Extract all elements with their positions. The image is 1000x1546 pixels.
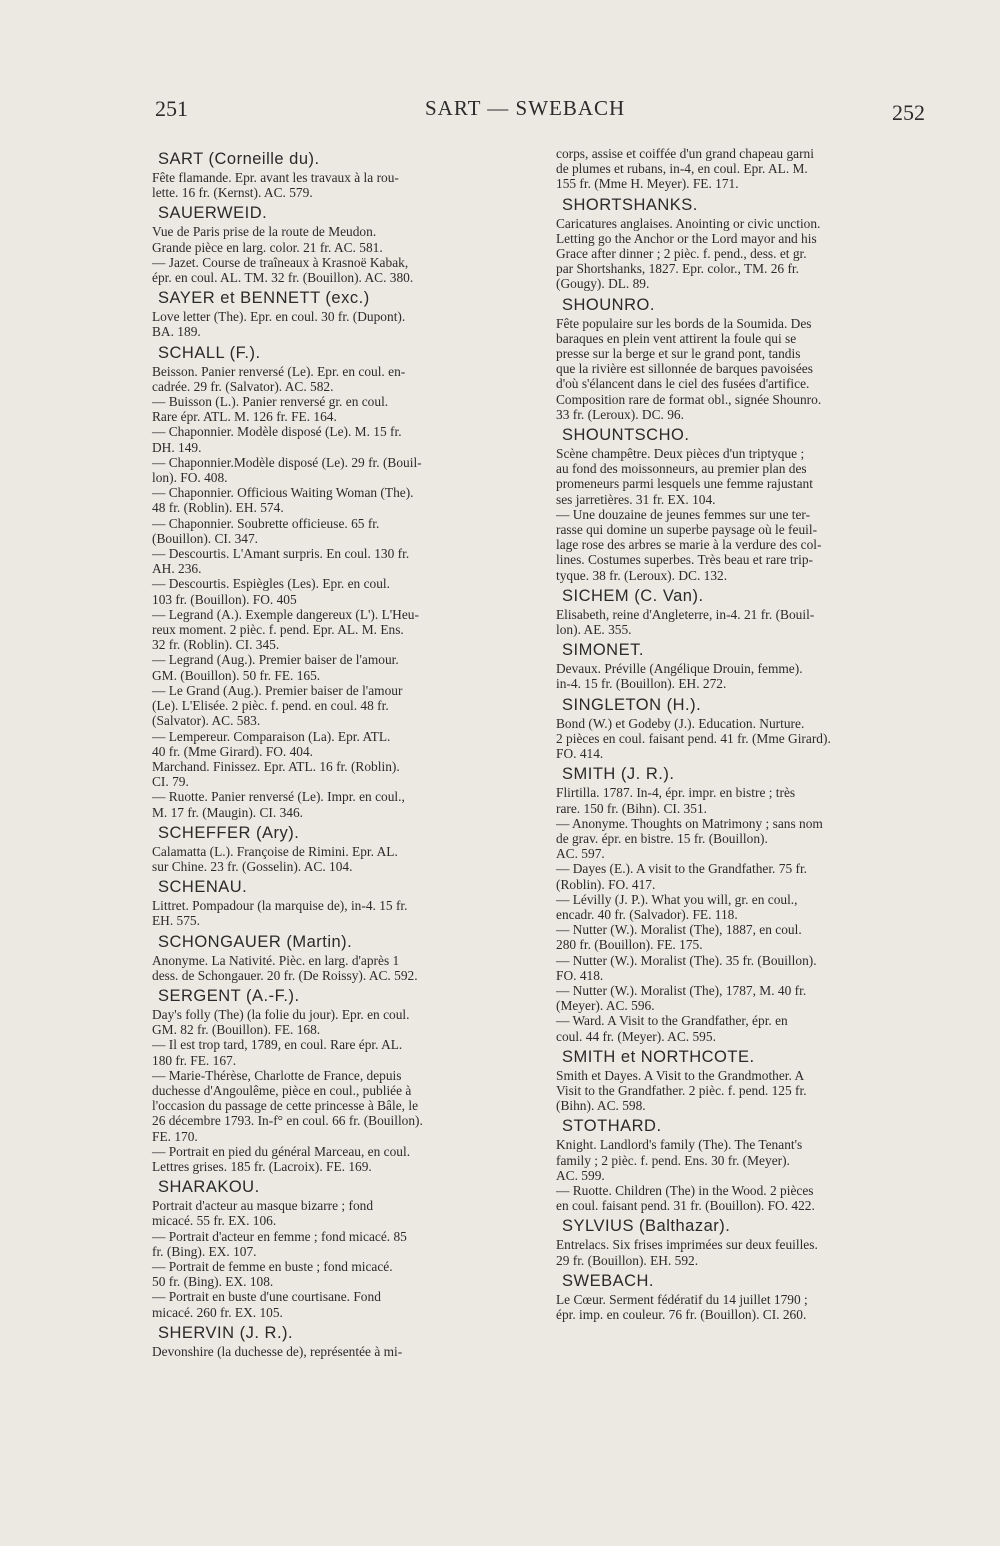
catalog-entry	[556, 196, 932, 292]
entry-line: Love letter (The). Epr. en coul. 30 fr. (Dupont).	[152, 309, 406, 325]
entry-line: épr. en coul. AL. TM. 32 fr. (Bouillon). AC. 380.	[152, 270, 414, 286]
catalog-entry	[556, 1117, 932, 1213]
entry-line: Grande pièce en larg. color. 21 fr. AC. 581.	[152, 239, 383, 255]
entry-line: 32 fr. (Roblin). CI. 345.	[152, 637, 280, 653]
entry-line: — Nutter (W.). Moralist (The), 1787, M. 40 fr.	[556, 982, 807, 998]
entry-line: FO. 414.	[556, 746, 604, 762]
entry-line: Marchand. Finissez. Epr. ATL. 16 fr. (Roblin).	[152, 758, 400, 774]
artist-heading: SHERVIN (J. R.).	[158, 1323, 294, 1342]
entry-line: micacé. 260 fr. EX. 105.	[152, 1304, 283, 1320]
entry-line: 50 fr. (Bing). EX. 108.	[152, 1274, 274, 1290]
artist-heading: SAUERWEID.	[158, 204, 268, 223]
entry-line: — Lévilly (J. P.). What you will, gr. en coul.,	[556, 891, 798, 907]
artist-heading: SCHALL (F.).	[158, 343, 261, 362]
artist-heading: SCHONGAUER (Martin).	[158, 932, 353, 951]
entry-line: M. 17 fr. (Maugin). CI. 346.	[152, 804, 304, 820]
entry-line: Elisabeth, reine d'Angleterre, in-4. 21 fr. (Bouil-	[556, 606, 815, 622]
entry-line: Devaux. Préville (Angélique Drouin, femme).	[556, 661, 803, 677]
entry-line: 40 fr. (Mme Girard). FO. 404.	[152, 743, 314, 759]
entry-line: Knight. Landlord's family (The). The Tenant's	[556, 1137, 803, 1153]
entry-line: 155 fr. (Mme H. Meyer). FE. 171.	[556, 176, 739, 192]
entry-line: reux moment. 2 pièc. f. pend. Epr. AL. M. Ens.	[152, 622, 404, 638]
artist-heading: SYLVIUS (Balthazar).	[562, 1217, 731, 1236]
catalog-entry	[152, 824, 528, 874]
artist-heading: SHORTSHANKS.	[562, 195, 698, 214]
entry-line: 48 fr. (Roblin). EH. 574.	[152, 500, 284, 516]
artist-heading: SHOUNTSCHO.	[562, 426, 690, 445]
entry-line: ses jarretières. 31 fr. EX. 104.	[556, 491, 716, 507]
entry-line: Beisson. Panier renversé (Le). Epr. en coul. en-	[152, 363, 406, 379]
entry-line: Entrelacs. Six frises imprimées sur deux feuilles.	[556, 1237, 818, 1253]
artist-heading: SAYER et BENNETT (exc.)	[158, 289, 370, 308]
entry-line: — Portrait de femme en buste ; fond micacé.	[152, 1258, 393, 1274]
catalog-entry	[152, 150, 528, 200]
entry-line: en coul. faisant pend. 31 fr. (Bouillon). FO. 422.	[556, 1198, 815, 1214]
entry-line: FE. 170.	[152, 1128, 198, 1144]
left-column	[152, 146, 528, 1362]
entry-line: — Le Grand (Aug.). Premier baiser de l'amour	[152, 682, 403, 698]
catalog-entry	[152, 987, 528, 1174]
catalog-entry	[556, 696, 932, 762]
entry-line: au fond des moissonneurs, au premier plan des	[556, 461, 807, 477]
catalog-entry	[152, 289, 528, 339]
entry-line: promeneurs parmi lesquels une femme rajustant	[556, 476, 813, 492]
entry-line: l'occasion du passage de cette princesse à Bâle, le	[152, 1098, 419, 1114]
entry-line: duchesse d'Angoulême, pièce en coul., publiée à	[152, 1082, 412, 1098]
entry-line: — Ward. A Visit to the Grandfather, épr. en	[556, 1013, 788, 1029]
artist-heading: SWEBACH.	[562, 1271, 655, 1290]
entry-line: 33 fr. (Leroux). DC. 96.	[556, 406, 684, 422]
artist-heading: SHARAKOU.	[158, 1178, 260, 1197]
entry-line: 280 fr. (Bouillon). FE. 175.	[556, 937, 703, 953]
artist-heading: SMITH et NORTHCOTE.	[562, 1047, 755, 1066]
entry-line: — Buisson (L.). Panier renversé gr. en coul.	[152, 394, 389, 410]
artist-heading: SCHENAU.	[158, 878, 248, 897]
catalog-entry	[152, 1178, 528, 1320]
entry-line: dess. de Schongauer. 20 fr. (De Roissy). AC. 592.	[152, 967, 418, 983]
entry-line: — Portrait d'acteur en femme ; fond micacé. 85	[152, 1228, 407, 1244]
entry-line: micacé. 55 fr. EX. 106.	[152, 1213, 277, 1229]
catalog-entry	[556, 146, 932, 192]
catalog-entry	[556, 1048, 932, 1114]
entry-line: — Une douzaine de jeunes femmes sur une ter-	[556, 506, 811, 522]
entry-line: — Descourtis. L'Amant surpris. En coul. 130 fr.	[152, 546, 410, 562]
entry-line: par Shortshanks, 1827. Epr. color., TM. 26 fr.	[556, 261, 799, 277]
page-number-left: 251	[155, 96, 188, 121]
entry-line: Scène champêtre. Deux pièces d'un triptyque ;	[556, 446, 805, 462]
entry-line: lette. 16 fr. (Kernst). AC. 579.	[152, 185, 313, 201]
entry-line: Anonyme. La Nativité. Pièc. en larg. d'après 1	[152, 952, 400, 968]
entry-line: fr. (Bing). EX. 107.	[152, 1243, 257, 1259]
entry-line: GM. 82 fr. (Bouillon). FE. 168.	[152, 1022, 321, 1038]
catalog-entry	[556, 296, 932, 422]
artist-heading: STOTHARD.	[562, 1117, 662, 1136]
catalog-entry	[556, 1272, 932, 1322]
entry-line: — Legrand (Aug.). Premier baiser de l'amour.	[152, 652, 399, 668]
entry-line: — Descourtis. Espiègles (Les). Epr. en coul.	[152, 576, 390, 592]
catalog-entry	[556, 426, 932, 583]
artist-heading: SART (Corneille du).	[158, 150, 320, 168]
entry-line: Vue de Paris prise de la route de Meudon.	[152, 224, 377, 240]
catalog-entry	[152, 204, 528, 285]
catalog-entry	[556, 765, 932, 1043]
catalog-entry	[152, 878, 528, 928]
entry-line: — Chaponnier. Soubrette officieuse. 65 fr.	[152, 515, 380, 531]
entry-line: lon). AE. 355.	[556, 622, 632, 638]
entry-line: AC. 597.	[556, 846, 605, 862]
entry-line: CI. 79.	[152, 774, 189, 790]
entry-line: Letting go the Anchor or the Lord mayor and his	[556, 230, 817, 246]
entry-line: in-4. 15 fr. (Bouillon). EH. 272.	[556, 676, 727, 692]
entry-line: rasse qui domine un superbe paysage où le feuil-	[556, 522, 818, 538]
entry-line: Calamatta (L.). Françoise de Rimini. Epr. AL.	[152, 843, 398, 859]
entry-line: AH. 236.	[152, 561, 202, 577]
entry-line: — Il est trop tard, 1789, en coul. Rare épr. AL.	[152, 1037, 403, 1053]
entry-line: Composition rare de format obl., signée Shounro.	[556, 391, 822, 407]
entry-line: sur Chine. 23 fr. (Gosselin). AC. 104.	[152, 858, 353, 874]
entry-line: (Gougy). DL. 89.	[556, 276, 650, 292]
catalog-entry	[556, 587, 932, 637]
artist-heading: SMITH (J. R.).	[562, 765, 675, 784]
entry-line: FO. 418.	[556, 967, 604, 983]
entry-line: — Portrait en pied du général Marceau, en coul.	[152, 1143, 411, 1159]
entry-line: Devonshire (la duchesse de), représentée à mi-	[152, 1343, 403, 1359]
entry-line: Fête flamande. Epr. avant les travaux à la rou-	[152, 170, 399, 185]
entry-line: Visit to the Grandfather. 2 pièc. f. pend. 125 fr.	[556, 1082, 807, 1098]
entry-line: — Anonyme. Thoughts on Matrimony ; sans nom	[556, 815, 823, 831]
entry-line: 103 fr. (Bouillon). FO. 405	[152, 591, 297, 607]
entry-line: — Chaponnier. Modèle disposé (Le). M. 15 fr.	[152, 424, 402, 440]
entry-line: épr. imp. en couleur. 76 fr. (Bouillon). CI. 260.	[556, 1306, 807, 1322]
entry-line: — Nutter (W.). Moralist (The), 1887, en coul.	[556, 922, 802, 938]
entry-line: GM. (Bouillon). 50 fr. FE. 165.	[152, 667, 321, 683]
entry-line: (Bihn). AC. 598.	[556, 1098, 646, 1114]
catalog-entry	[152, 344, 528, 820]
entry-line: family ; 2 pièc. f. pend. Ens. 30 fr. (Meyer).	[556, 1152, 790, 1168]
entry-line: de grav. épr. en bistre. 15 fr. (Bouillon).	[556, 830, 768, 846]
entry-line: cadrée. 29 fr. (Salvator). AC. 582.	[152, 378, 334, 394]
entry-line: — Chaponnier.Modèle disposé (Le). 29 fr. (Bouil-	[152, 454, 422, 470]
entry-line: Rare épr. ATL. M. 126 fr. FE. 164.	[152, 409, 337, 425]
entry-line: Fête populaire sur les bords de la Soumida. Des	[556, 315, 812, 331]
page-number-right: 252	[892, 100, 925, 125]
right-column	[556, 146, 932, 1325]
entry-line: baraques en plein vent attirent la foule qui se	[556, 330, 797, 346]
entry-line: — Nutter (W.). Moralist (The). 35 fr. (Bouillon).	[556, 952, 817, 968]
entry-line: Day's folly (The) (la folie du jour). Epr. en coul.	[152, 1006, 410, 1022]
entry-line: BA. 189.	[152, 324, 201, 340]
entry-line: EH. 575.	[152, 913, 200, 929]
artist-heading: SIMONET.	[562, 641, 644, 660]
catalog-entry	[556, 641, 932, 691]
entry-line: Caricatures anglaises. Anointing or civic unction.	[556, 215, 821, 231]
entry-line: — Ruotte. Panier renversé (Le). Impr. en coul.,	[152, 789, 405, 805]
entry-line: 29 fr. (Bouillon). EH. 592.	[556, 1252, 699, 1268]
entry-line: Littret. Pompadour (la marquise de), in-4. 15 fr.	[152, 898, 408, 914]
entry-line: Bond (W.) et Godeby (J.). Education. Nurture.	[556, 715, 805, 731]
entry-line: — Chaponnier. Officious Waiting Woman (The).	[152, 485, 414, 501]
entry-line: AC. 599.	[556, 1167, 605, 1183]
entry-line: lage rose des arbres se marie à la verdure des col-	[556, 537, 822, 553]
entry-line: 180 fr. FE. 167.	[152, 1052, 237, 1068]
page-header	[155, 96, 925, 126]
entry-line: (Meyer). AC. 596.	[556, 998, 655, 1014]
entry-line: — Jazet. Course de traîneaux à Krasnoë Kabak,	[152, 254, 409, 270]
entry-line: DH. 149.	[152, 439, 202, 455]
entry-line: tyque. 38 fr. (Leroux). DC. 132.	[556, 567, 728, 583]
entry-line: de plumes et rubans, in-4, en coul. Epr. AL. M.	[556, 161, 808, 177]
entry-line: presse sur la berge et sur le grand pont, tandis	[556, 346, 801, 362]
entry-line: (Salvator). AC. 583.	[152, 713, 261, 729]
artist-heading: SICHEM (C. Van).	[562, 586, 704, 605]
entry-line: 26 décembre 1793. In-f° en coul. 66 fr. (Bouillon).	[152, 1113, 423, 1129]
entry-line: Grace after dinner ; 2 pièc. f. pend., dess. et gr.	[556, 246, 807, 262]
entry-line: 2 pièces en coul. faisant pend. 41 fr. (Mme Girard).	[556, 730, 831, 746]
entry-line: corps, assise et coiffée d'un grand chapeau garni	[556, 146, 814, 161]
entry-line: (Le). L'Elisée. 2 pièc. f. pend. en coul. 48 fr.	[152, 698, 389, 714]
entry-line: Le Cœur. Serment fédératif du 14 juillet 1790 ;	[556, 1291, 808, 1307]
entry-line: — Lempereur. Comparaison (La). Epr. ATL.	[152, 728, 391, 744]
entry-line: Lettres grises. 185 fr. (Lacroix). FE. 169.	[152, 1158, 372, 1174]
entry-line: — Dayes (E.). A visit to the Grandfather. 75 fr.	[556, 861, 808, 877]
entry-line: rare. 150 fr. (Bihn). CI. 351.	[556, 800, 707, 816]
artist-heading: SINGLETON (H.).	[562, 695, 702, 714]
entry-line: — Marie-Thérèse, Charlotte de France, depuis	[152, 1067, 402, 1083]
entry-line: lon). FO. 408.	[152, 470, 228, 486]
entry-line: Flirtilla. 1787. In-4, épr. impr. en bistre ; très	[556, 785, 796, 801]
entry-line: — Ruotte. Children (The) in the Wood. 2 pièces	[556, 1182, 814, 1198]
running-title: SART — SWEBACH	[425, 96, 626, 120]
entry-line: que la rivière est sillonnée de barques pavoisées	[556, 361, 813, 377]
artist-heading: SCHEFFER (Ary).	[158, 823, 300, 842]
entry-line: (Bouillon). CI. 347.	[152, 530, 259, 546]
entry-line: encadr. 40 fr. (Salvador). FE. 118.	[556, 906, 738, 922]
catalog-entry	[556, 1217, 932, 1267]
entry-line: Portrait d'acteur au masque bizarre ; fond	[152, 1198, 374, 1214]
entry-line: coul. 44 fr. (Meyer). AC. 595.	[556, 1028, 716, 1044]
catalog-entry	[152, 933, 528, 983]
entry-line: Smith et Dayes. A Visit to the Grandmother. A	[556, 1067, 805, 1083]
catalog-entry	[152, 1324, 528, 1359]
artist-heading: SERGENT (A.-F.).	[158, 986, 300, 1005]
entry-line: — Legrand (A.). Exemple dangereux (L'). L'Heu-	[152, 606, 419, 622]
entry-line: — Portrait en buste d'une courtisane. Fond	[152, 1289, 381, 1305]
artist-heading: SHOUNRO.	[562, 295, 655, 314]
entry-line: lines. Costumes superbes. Très beau et rare trip-	[556, 552, 813, 568]
entry-line: d'où s'élancent dans le ciel des fusées d'artifice.	[556, 376, 810, 392]
entry-line: (Roblin). FO. 417.	[556, 876, 656, 892]
